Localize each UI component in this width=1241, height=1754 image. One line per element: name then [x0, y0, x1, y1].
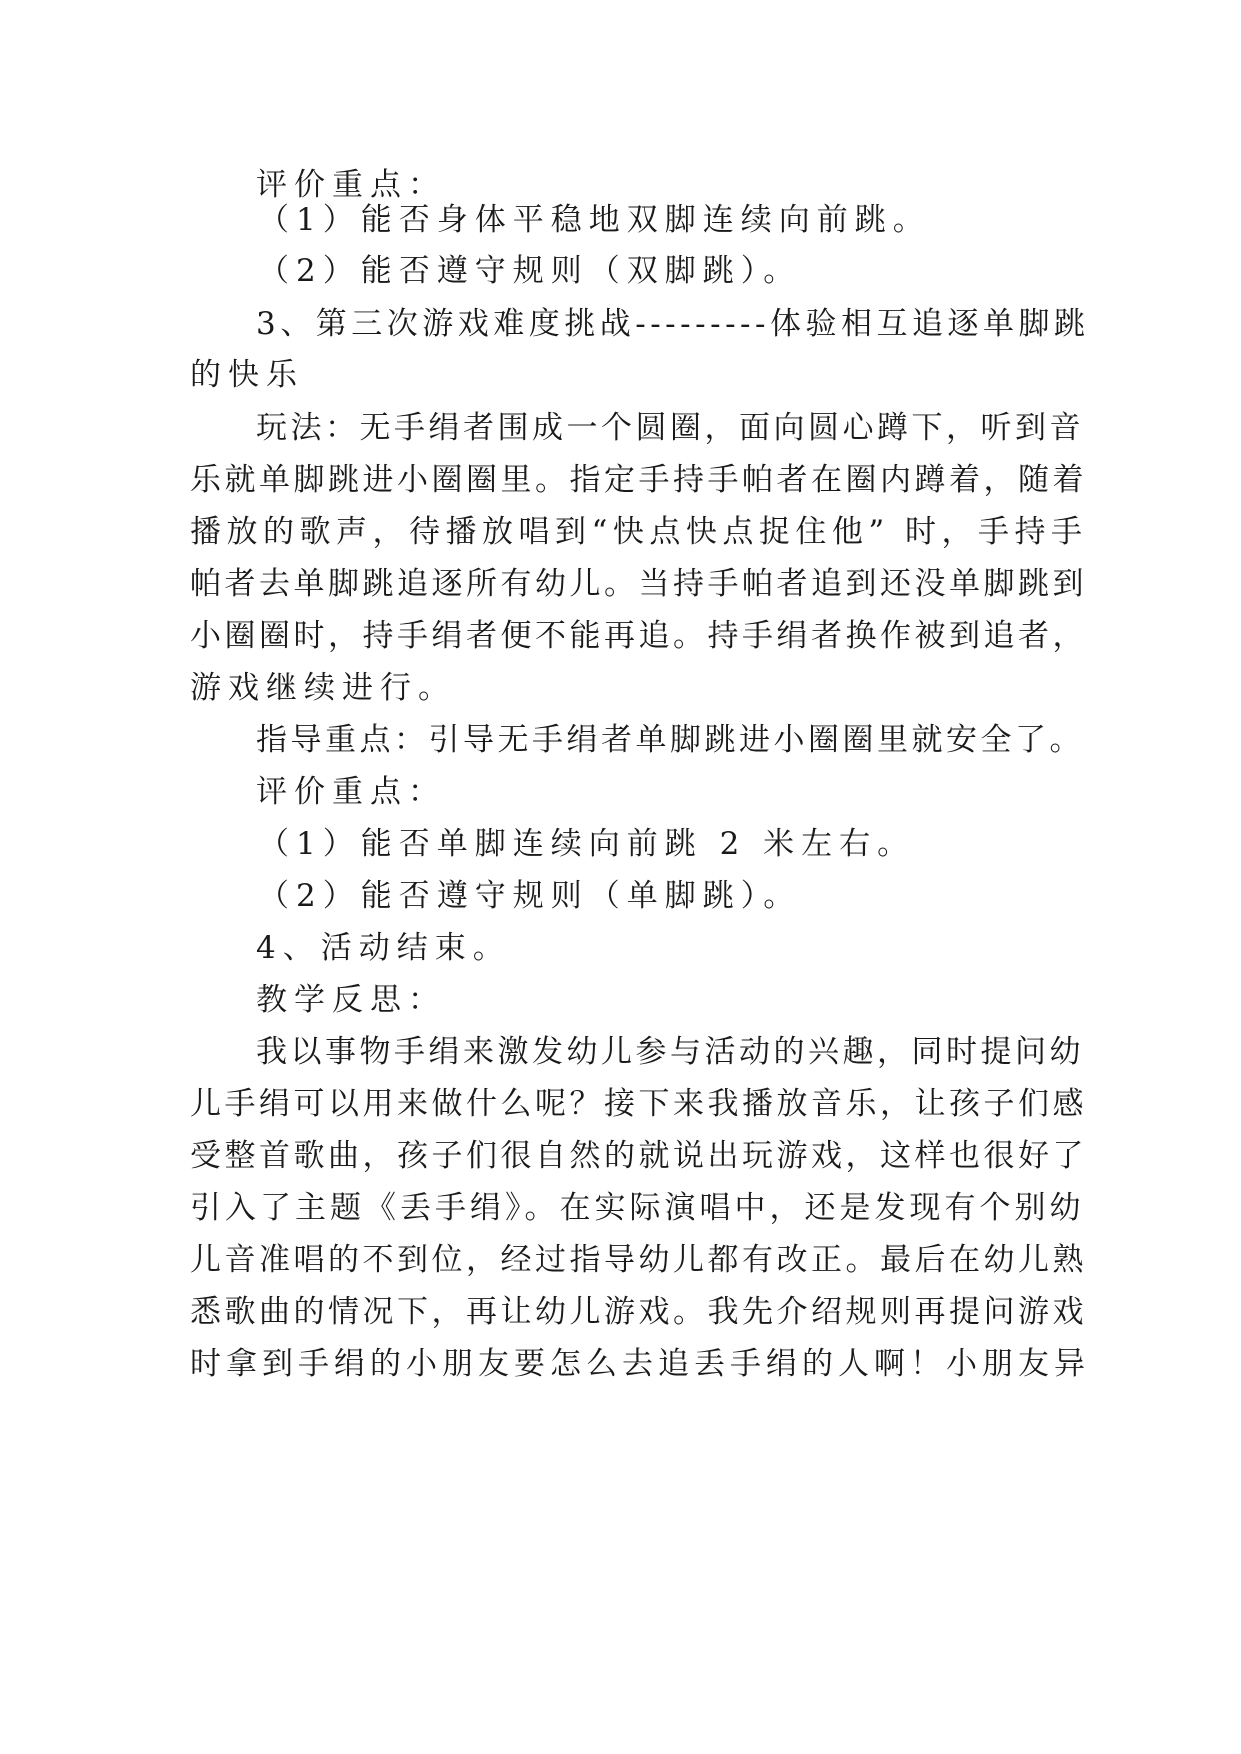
- reflection-paragraph-line-7: 时拿到手绢的小朋友要怎么去追丢手绢的人啊！小朋友异: [190, 1346, 1090, 1382]
- reflection-paragraph-line-3: 受整首歌曲，孩子们很自然的就说出玩游戏，这样也很好了: [190, 1138, 1087, 1174]
- evaluation-item-1: （1）能否身体平稳地双脚连续向前跳。: [258, 202, 931, 238]
- rules-paragraph-line-3: 播放的歌声，待播放唱到“快点快点捉住他” 时，手持手: [190, 514, 1088, 550]
- step-4-title: 4、活动结束。: [256, 930, 511, 966]
- heading-teaching-reflection: 教学反思：: [256, 982, 446, 1018]
- rules-paragraph-line-2: 乐就单脚跳进小圈圈里。指定手持手帕者在圈内蹲着，随着: [190, 462, 1087, 498]
- rules-paragraph-line-5: 小圈圈时，持手绢者便不能再追。持手绢者换作被到追者，: [190, 618, 1087, 654]
- reflection-paragraph-line-6: 悉歌曲的情况下，再让幼儿游戏。我先介绍规则再提问游戏: [190, 1294, 1087, 1330]
- guidance-focus: 指导重点：引导无手绢者单脚跳进小圈圈里就安全了。: [256, 722, 1084, 758]
- rules-paragraph-line-1: 玩法：无手绢者围成一个圆圈，面向圆心蹲下，听到音: [256, 410, 1084, 446]
- evaluation-item-2: （2）能否遵守规则（双脚跳）。: [258, 253, 802, 289]
- reflection-paragraph-line-5: 儿音准唱的不到位，经过指导幼儿都有改正。最后在幼儿熟: [190, 1242, 1087, 1278]
- evaluation-item-4: （2）能否遵守规则（单脚跳）。: [258, 878, 802, 914]
- reflection-paragraph-line-1: 我以事物手绢来激发幼儿参与活动的兴趣，同时提问幼: [256, 1034, 1084, 1070]
- evaluation-item-3: （1）能否单脚连续向前跳 2 米左右。: [258, 826, 916, 862]
- heading-evaluation-focus-2: 评价重点：: [256, 774, 446, 810]
- reflection-paragraph-line-2: 儿手绢可以用来做什么呢？接下来我播放音乐，让孩子们感: [190, 1086, 1087, 1122]
- heading-evaluation-focus-1: 评价重点：: [256, 167, 446, 203]
- reflection-paragraph-line-4: 引入了主题《丢手绢》。在实际演唱中，还是发现有个别幼: [190, 1190, 1085, 1226]
- rules-paragraph-line-6: 游戏继续进行。: [190, 670, 456, 706]
- rules-paragraph-line-4: 帕者去单脚跳追逐所有幼儿。当持手帕者追到还没单脚跳到: [190, 566, 1087, 602]
- step-3-title-cont: 的快乐: [190, 357, 304, 393]
- step-3-title: 3、第三次游戏难度挑战---------体验相互追逐单脚跳: [256, 306, 1090, 342]
